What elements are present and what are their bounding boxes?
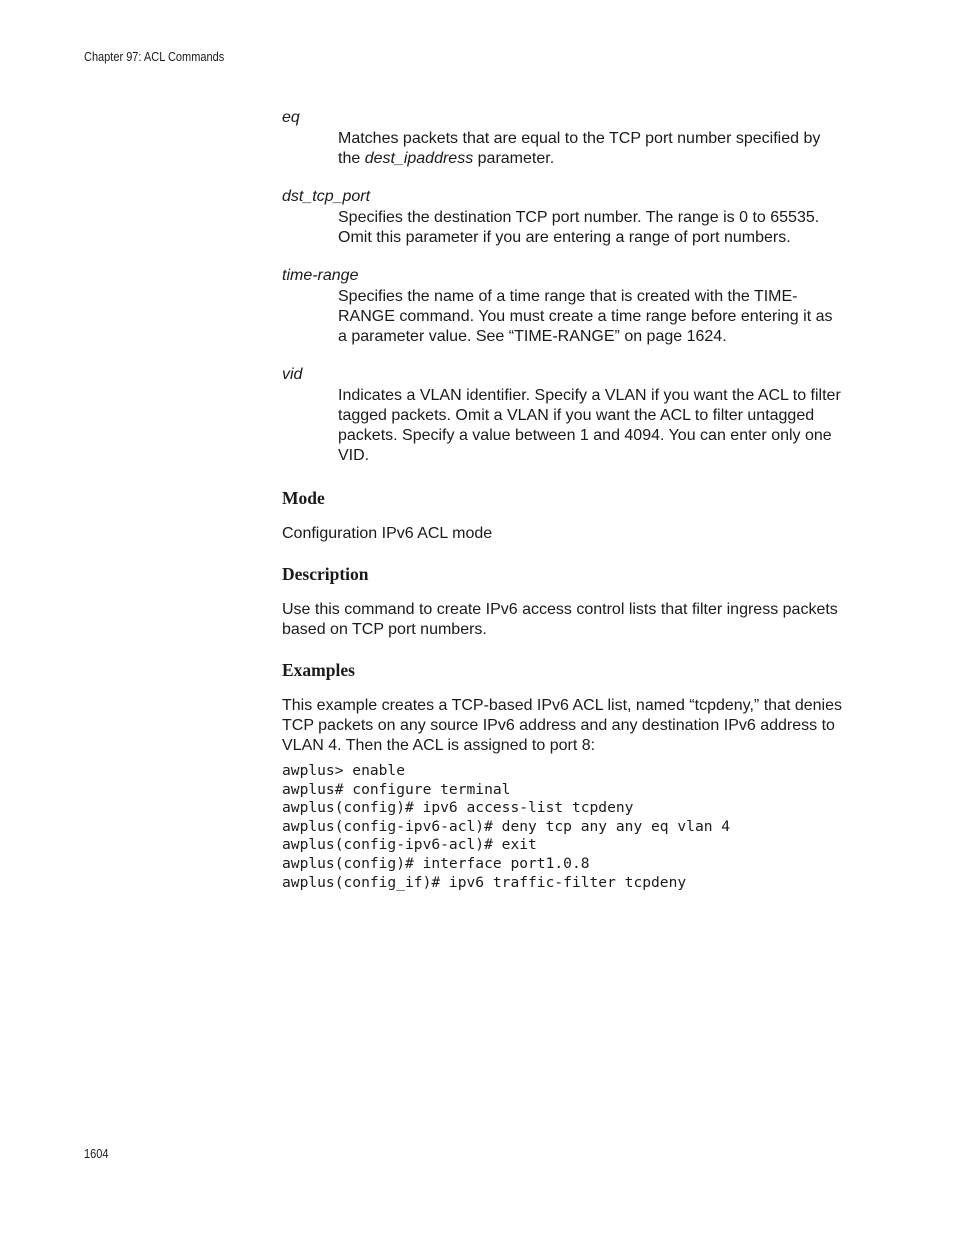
code-example [282,762,842,892]
examples-text: This example creates a TCP-based IPv6 ACL list, named “tcpdeny,” that denies TCP packets on any source IPv6 address and any destination IPv6 address to VLAN 4. Then the ACL is assigned to port 8: [282,697,842,754]
description-heading: Description [282,564,369,584]
code-line: awplus(config-ipv6-acl)# exit [282,836,537,854]
parameter-time-range [282,266,842,347]
code-line: awplus(config)# interface port1.0.8 [282,854,590,872]
parameter-vid [282,365,842,466]
parameter-description [338,129,842,169]
examples-heading: Examples [282,660,355,680]
parameter-description: Specifies the destination TCP port number. The range is 0 to 65535. Omit this parameter if you are entering a range of port numbers. [338,209,820,246]
description-text: parameter. [473,150,555,167]
parameter-description: Indicates a VLAN identifier. Specify a VLAN if you want the ACL to filter tagged packets. Omit a VLAN if you want the ACL to filter untagged packets. Specify a value between 1 and 4094. You can enter only one VID. [338,387,841,464]
description-text: Matches packets that are equal to the TCP port number specified by the [338,130,821,167]
running-header: Chapter 97: ACL Commands [84,50,225,64]
code-line: awplus(config_if)# ipv6 traffic-filter tcpdeny [282,873,687,891]
mode-heading: Mode [282,488,325,508]
code-line: awplus> enable [282,762,406,779]
parameter-eq [282,108,842,169]
page-number: 1604 [84,1147,109,1161]
description-italic-term: dest_ipaddress [364,150,474,167]
parameter-term: dst_tcp_port [282,188,371,205]
code-line: awplus# configure terminal [282,780,511,798]
code-line: awplus(config-ipv6-acl)# deny tcp any any eq vlan 4 [282,817,731,835]
code-line: awplus(config)# ipv6 access-list tcpdeny [282,799,634,817]
parameter-term: vid [282,366,303,383]
parameter-description: Specifies the name of a time range that is created with the TIME-RANGE command. You must create a time range before entering it as a parameter value. See “TIME-RANGE” on page 1624. [338,288,833,345]
parameter-term: eq [282,109,300,126]
parameter-dst-tcp-port [282,187,842,248]
mode-text: Configuration IPv6 ACL mode [282,525,493,542]
parameter-term: time-range [282,267,359,284]
description-text: Use this command to create IPv6 access control lists that filter ingress packets based on TCP port numbers. [282,601,838,638]
page-content [282,108,842,892]
